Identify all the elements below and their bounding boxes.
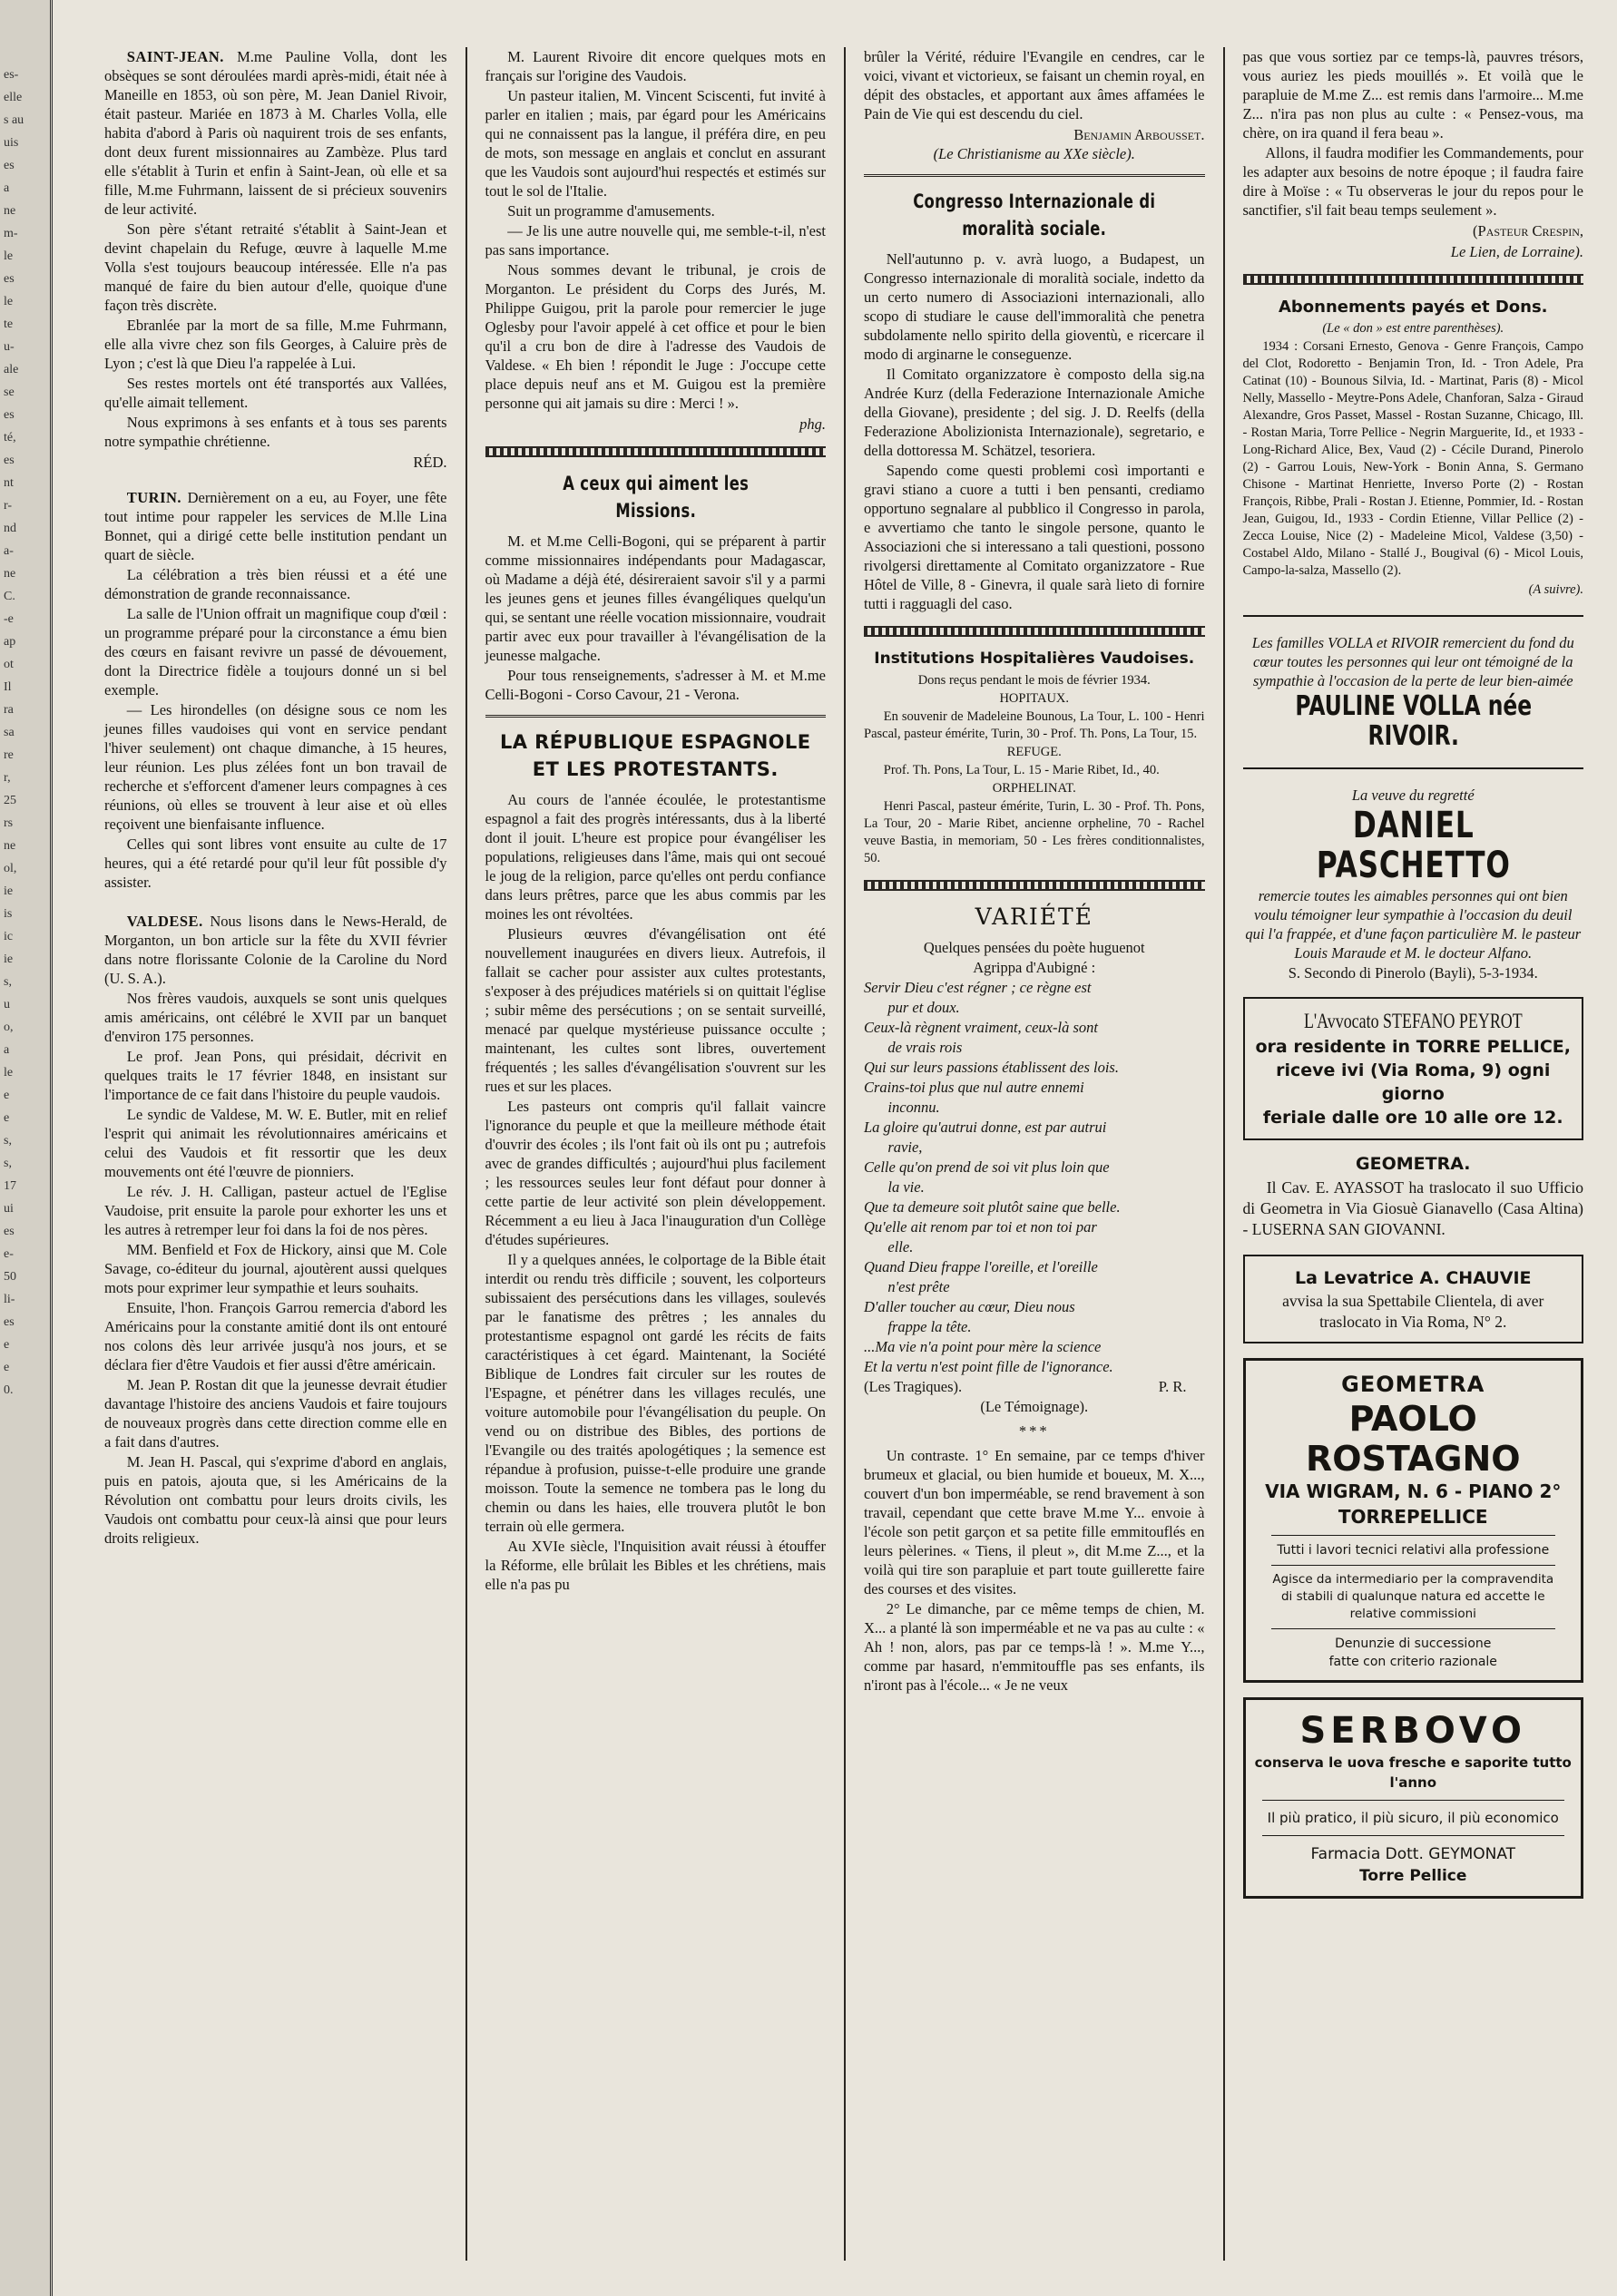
edge-fragment: uis bbox=[4, 136, 19, 150]
poem-line: Qui sur leurs passions établissent des lois. bbox=[864, 1059, 1119, 1076]
abonnements-subheading: (Le « don » est entre parenthèses). bbox=[1322, 321, 1504, 336]
edge-fragment: -e bbox=[4, 612, 14, 626]
paragraph: MM. Benfield et Fox de Hickory, ainsi que M. Cole Savage, co-éditeur du journal, ajoutèrent aussi quelques mots pour exprimer leur sympathie et leurs souhaits. bbox=[104, 1241, 447, 1296]
edge-fragment: li- bbox=[4, 1293, 15, 1306]
article-source: (Le Christianisme au XXe siècle). bbox=[933, 145, 1135, 162]
edge-fragment: u- bbox=[4, 340, 15, 354]
paragraph: brûler la Vérité, réduire l'Evangile en cendres, car le voici, vivant et victorieux, se faisant un chemin royal, en dépit des obstacles, et apportant aux âmes affamées le Pain de Vie qui est descendu du ciel. bbox=[864, 48, 1205, 122]
edge-fragment: r- bbox=[4, 499, 13, 513]
orphelinat-heading: ORPHELINAT. bbox=[992, 781, 1076, 796]
ad-serbovo bbox=[1243, 1697, 1584, 1899]
edge-fragment: e- bbox=[4, 1247, 14, 1261]
edge-fragment: s, bbox=[4, 1157, 12, 1170]
paragraph: Les pasteurs ont compris qu'il fallait vaincre l'ignorance du peuple et que la meilleure méthode était d'ouvrir des écoles ; ils l'ont fait où ils ont pu ; autrefois avec de grandes difficultés ; aujourd'hui plus facilement ; les ressources seules leur font défaut pour donner à cette partie de leur activité son plein développement. Récemment a eu lieu à Jaca l'inauguration d'un Collège d'études supérieures. bbox=[485, 1098, 826, 1248]
newspaper-page bbox=[86, 47, 1602, 2261]
valdese-paragraph: VALDESE. Nous lisons dans le News-Herald, de Morganton, un bon article sur la fête du XVII février dans notre florissante Colonie de la Caroline du Nord (U. S. A.). bbox=[104, 913, 447, 987]
ad-line: SERBOVO bbox=[1299, 1710, 1527, 1752]
separator-stars: *** bbox=[1018, 1422, 1050, 1440]
abonnements-list: 1934 : Corsani Ernesto, Genova - Genre François, Campo del Clot, Rodoretto - Benjamin Tron, Id. - Tron Adele, Pra Catinat (10) - Bounous Silvia, Id. - Martinat, Paris (8) - Micol Nelly, Massello - Meytre-Pons Adele, Chanforan, Salza - Giraud Alexandre, Gros Passet, Massel - Rostan Suzanne, Chicago, Ill. - Rostan Maria, Torre Pellice - Negrin Marguerite, Id., et 1933 - Long-Richard Alice, Bex, Vaud (2) - Cécile Durand, Pinerolo (2) - Garrou Louis, New-York - Bonin Anna, S. Germano Chisone - Martinat Henriette, Inverso Porte (2) - Rostan François, Ribbe, Prali - Rostan J. Etienne, Pommier, Id. - Rostan Jean, Guigou, Id., 1933 - Cordin Etienne, Villar Pellice (2) - Zecca Louise, Nice (2) - Madeleine Micol, Valdese (3,50) - Costabel Aldo, Milano - Stallé J., Bougival (6) - Micol Louis, Campo-la-salza, Massello (2). bbox=[1242, 339, 1583, 578]
ad-line: GEOMETRA bbox=[1341, 1372, 1485, 1397]
divider bbox=[864, 174, 1205, 177]
edge-fragment: o, bbox=[4, 1021, 14, 1034]
edge-fragment: nt bbox=[4, 476, 14, 490]
variete-intro: Quelques pensées du poète huguenot bbox=[923, 939, 1145, 956]
ad-line: fatte con criterio razionale bbox=[1328, 1655, 1497, 1669]
edge-fragment: ra bbox=[4, 703, 14, 717]
edge-fragment: 17 bbox=[4, 1179, 16, 1193]
poem-line: inconnu. bbox=[887, 1099, 940, 1116]
ad-line: feriale dalle ore 10 alle ore 12. bbox=[1262, 1108, 1563, 1128]
paragraph: Le syndic de Valdese, M. W. E. Butler, mit en relief l'esprit qui animait les révolutionnaires américains et celui des Vaudois et fit ressortir que les deux mouvements ont été l'œuvre de pionniers. bbox=[104, 1106, 447, 1180]
edge-fragment: elle bbox=[4, 91, 23, 104]
paragraph: La célébration a très bien réussi et a été une démonstration de grande reconnaissance. bbox=[104, 566, 447, 602]
abonnements-heading: Abonnements payés et Dons. bbox=[1278, 298, 1548, 317]
ad-line: L'Avvocato STEFANO PEYROT bbox=[1303, 1010, 1523, 1032]
edge-fragment: ui bbox=[4, 1202, 14, 1216]
ad-line: Denunzie di successione bbox=[1335, 1637, 1492, 1651]
edge-fragment: e bbox=[4, 1361, 10, 1374]
variete-heading: VARIÉTÉ bbox=[975, 904, 1093, 930]
paragraph: La salle de l'Union offrait un magnifique coup d'œil : un programme préparé pour la circonstance a ému bien des cœurs en faisant revivre un passé de dévouement, dont la Directrice fidèle a toujours donné un si bel exemple. bbox=[104, 605, 447, 699]
edge-fragment: es bbox=[4, 272, 15, 286]
ad-line: riceve ivi (Via Roma, 9) ogni giorno bbox=[1276, 1060, 1551, 1104]
ad-line: Il più pratico, il più sicuro, il più economico bbox=[1267, 1810, 1559, 1826]
widow-thanks-name: DANIEL PASCHETTO bbox=[1316, 805, 1511, 886]
edge-fragment: le bbox=[4, 1066, 14, 1080]
poem-line: elle. bbox=[887, 1238, 914, 1255]
poem-line: La gloire qu'autrui donne, est par autrui bbox=[864, 1119, 1107, 1136]
poem-source: (Le Témoignage). bbox=[980, 1398, 1089, 1415]
family-thanks: Les familles VOLLA et RIVOIR remercient du fond du cœur toutes les personnes qui leur ont témoigné de la sympathie à l'occasion de la perte de leur bien-aimée bbox=[1251, 634, 1574, 689]
ad-line: VIA WIGRAM, N. 6 - PIANO 2° bbox=[1265, 1480, 1562, 1502]
republique-heading-2: ET LES PROTESTANTS. bbox=[532, 758, 779, 780]
ornamental-divider bbox=[864, 626, 1205, 637]
ad-line: PAOLO ROSTAGNO bbox=[1305, 1399, 1521, 1479]
left-page-edge bbox=[0, 0, 53, 2296]
ad-line: conserva le uova fresche e saporite tutto l'anno bbox=[1254, 1754, 1572, 1791]
paragraph: Plusieurs œuvres d'évangélisation ont été nouvellement inaugurées en divers lieux. Autrefois, il fallait se cacher pour assister aux cultes protestants, s'exposer à des préjudices matériels si on quittait l'église ; subir même des persécutions ; on se sentait surveillé, menacé par quelque mystérieuse puissance occulte ; maintenant, les cultes sont libres, ouvertement fréquentés ; les salles d'évangélisation s'ouvrent sur les rues et sur les places. bbox=[485, 925, 826, 1095]
edge-fragment: re bbox=[4, 748, 14, 762]
edge-fragment: ic bbox=[4, 930, 14, 943]
edge-fragment: te bbox=[4, 318, 14, 331]
edge-fragment: m- bbox=[4, 227, 18, 240]
edge-fragment: C. bbox=[4, 590, 15, 603]
edge-fragment: sa bbox=[4, 726, 15, 739]
orphelinat-list: Henri Pascal, pasteur émérite, Turin, L. 30 - Prof. Th. Pons, La Tour, 20 - Marie Ribet, ancienne orpheline, 70 - Rachel veuve Bastia, in memoriam, 50 - Les frères conditionnalistes, 50. bbox=[864, 799, 1205, 865]
signature: phg. bbox=[799, 415, 826, 433]
poem-line: Crains-toi plus que nul autre ennemi bbox=[864, 1079, 1084, 1096]
article-source: Le Lien, de Lorraine). bbox=[1450, 243, 1583, 260]
edge-fragment: ale bbox=[4, 363, 19, 376]
paragraph: Nous sommes devant le tribunal, je crois de Morganton. Le président du Corps des Jurés, M. Philippe Guigou, prit la parole pour remercier le juge Oglesby pour l'avoir appelé à cet office et pour le bien qu'il a cru bon de dire à l'adresse des Vaudois de Valdese. « Eh bien ! répondit le Juge : J'occupe cette place depuis neuf ans et M. Guigou est la première personne qui ait jamais su dire : Merci ! ». bbox=[485, 261, 826, 412]
poem-line: n'est prête bbox=[887, 1278, 950, 1295]
ad-line: ora residente in TORRE PELLICE, bbox=[1255, 1037, 1571, 1057]
refuge-heading: REFUGE. bbox=[1006, 745, 1062, 759]
edge-fragment: es bbox=[4, 1225, 15, 1238]
poem bbox=[864, 978, 1205, 1376]
ad-line: avvisa la sua Spettabile Clientela, di aver traslocato in Via Roma, N° 2. bbox=[1282, 1292, 1544, 1331]
widow-thanks-intro: La veuve du regretté bbox=[1351, 787, 1475, 804]
paragraph: Nos frères vaudois, auxquels se sont unis quelques amis américains, ont célébré le XVII par un banquet d'environ 175 personnes. bbox=[104, 990, 447, 1045]
variete-intro: Agrippa d'Aubigné : bbox=[973, 959, 1096, 976]
paragraph: Ses restes mortels ont été transportés aux Vallées, qu'elle aimait tellement. bbox=[104, 375, 447, 411]
hopitaux-list: En souvenir de Madeleine Bounous, La Tour, L. 100 - Henri Pascal, pasteur émérite, Turin, 30 - Prof. Th. Pons, La Tour, 15. bbox=[864, 709, 1205, 741]
paragraph: M. Laurent Rivoire dit encore quelques mots en français sur l'origine des Vaudois. bbox=[485, 48, 826, 84]
congresso-heading: Congresso Internazionale di moralità sociale. bbox=[913, 191, 1156, 239]
poem-line: la vie. bbox=[887, 1178, 925, 1196]
paragraph: Nell'autunno p. v. avrà luogo, a Budapest, un Congresso internazionale di moralità sociale, indetto da un certo numero di Associazioni internazionali, allo scopo di studiare le cause dell'immoralità che penetra subdolamente nello spirito della gioventù, e ricercare il modo di arginarne le conseguenze. bbox=[864, 250, 1205, 363]
paragraph: Pour tous renseignements, s'adresser à M. et M.me Celli-Bogoni - Corso Cavour, 21 - Verona. bbox=[485, 667, 826, 703]
edge-fragment: Il bbox=[4, 680, 12, 694]
paragraph: Un pasteur italien, M. Vincent Sciscenti, fut invité à parler en italien ; mais, par égard pour les Américains qui ne connaissent pas la langue, il préféra dire, en peu de mots, son message en anglais et conclut en assurant que les Vaudois sont aujourd'hui respectés et estimés sur tout le sol de l'Italie. bbox=[485, 87, 826, 200]
ornamental-divider bbox=[864, 880, 1205, 891]
family-thanks-name: PAULINE VOLLA née RIVOIR. bbox=[1294, 690, 1532, 752]
poem-line: ravie, bbox=[887, 1138, 923, 1156]
poem-line: pur et doux. bbox=[887, 999, 960, 1016]
poem-line: Que ta demeure soit plutôt saine que belle. bbox=[864, 1198, 1121, 1216]
poem-line: Servir Dieu c'est régner ; ce règne est bbox=[864, 979, 1092, 996]
saint-jean-paragraph: SAINT-JEAN. M.me Pauline Volla, dont les obsèques se sont déroulées mardi après-midi, était née à Maneille en 1853, où son père, M. Jean Daniel Rivoir, était pasteur. Mariée en 1873 à M. Charles Volla, elle habita d'abord à Paris où naquirent trois de ses enfants, dont deux furent missionnaires au Zambèze. Plus tard elle s'établit à Turin et enfin à Saint-Jean, où elle et sa fille, M.me Fuhrmann, laissent de si précieux souvenirs de leur activité. bbox=[104, 48, 447, 218]
column-3 bbox=[844, 47, 1223, 2261]
edge-fragment: nd bbox=[4, 522, 16, 535]
paragraph: Le rév. J. H. Calligan, pasteur actuel de l'Eglise Vaudoise, prit ensuite la parole pour exhorter les uns et les autres à retremper leur foi dans la foi de nos pères. bbox=[104, 1183, 447, 1238]
poem-line: Celle qu'on prend de soi vit plus loin que bbox=[864, 1158, 1110, 1176]
edge-fragment: ap bbox=[4, 635, 16, 649]
edge-fragment: ne bbox=[4, 204, 16, 218]
ad-line: Tutti i lavori tecnici relativi alla professione bbox=[1277, 1543, 1550, 1558]
edge-fragment: se bbox=[4, 386, 15, 399]
a-suivre: (A suivre). bbox=[1528, 582, 1583, 597]
poem-line: Qu'elle ait renom par toi et non toi par bbox=[864, 1218, 1097, 1236]
missions-heading: A ceux qui aiment les Missions. bbox=[562, 473, 749, 522]
hopitaux-heading: HOPITAUX. bbox=[999, 691, 1070, 706]
paragraph: — Je lis une autre nouvelle qui, me semble-t-il, n'est pas sans importance. bbox=[485, 222, 826, 259]
edge-fragment: es bbox=[4, 1315, 15, 1329]
edge-fragment: es bbox=[4, 159, 15, 172]
edge-fragment: s au bbox=[4, 113, 24, 127]
paragraph: Le prof. Jean Pons, qui présidait, décrivit en quelques traits le 17 février 1848, en insistant sur l'importance de ce fait dans l'histoire du peuple vaudois. bbox=[104, 1048, 447, 1103]
edge-fragment: ne bbox=[4, 567, 16, 581]
poem-line: Ceux-là règnent vraiment, ceux-là sont bbox=[864, 1019, 1098, 1036]
edge-fragment: es- bbox=[4, 68, 19, 82]
geometra-text: Il Cav. E. AYASSOT ha traslocato il suo Ufficio di Geometra in Via Giosuè Gianavello (Casa Altina) - LUSERNA SAN GIOVANNI. bbox=[1242, 1178, 1583, 1238]
column-1 bbox=[86, 47, 466, 2261]
divider bbox=[485, 715, 827, 718]
paragraph: Ensuite, l'hon. François Garrou remercia d'abord les Américains pour la constante amitié dont ils ont entouré nos colons dès leur arrivée jusqu'à nos jours, et se déclara fier d'être Vaudois et fier aussi d'être américain. bbox=[104, 1299, 447, 1373]
edge-fragment: té, bbox=[4, 431, 16, 445]
paragraph: — Les hirondelles (on désigne sous ce nom les jeunes filles vaudoises qui vont en service pendant l'hiver seulement) ont chaque dimanche, à 15 heures, leur réunion. Les plus zélées font un bon travail de recherche et s'efforcent d'amener leurs compagnes à ces réunions, où elles se trouvent à leur aise et où elles reçoivent une bienfaisante influence. bbox=[104, 701, 447, 833]
institutions-intro: Dons reçus pendant le mois de février 1934. bbox=[917, 673, 1151, 688]
republique-heading-1: LA RÉPUBLIQUE ESPAGNOLE bbox=[500, 731, 811, 753]
edge-fragment: 50 bbox=[4, 1270, 16, 1284]
edge-fragment: e bbox=[4, 1089, 10, 1102]
edge-fragment: u bbox=[4, 998, 10, 1011]
divider bbox=[1243, 767, 1584, 769]
edge-fragment: e bbox=[4, 1338, 10, 1352]
edge-fragment: s, bbox=[4, 1134, 12, 1148]
institutions-heading: Institutions Hospitalières Vaudoises. bbox=[874, 650, 1195, 668]
ad-geometra-rostagno bbox=[1243, 1358, 1584, 1683]
column-4 bbox=[1223, 47, 1602, 2261]
edge-fragment: rs bbox=[4, 816, 14, 830]
turin-paragraph: TURIN. Dernièrement on a eu, au Foyer, une fête tout intime pour rappeler les services de M.lle Lina Bonnet, qui a dirigé cette belle institution pendant un quart de siècle. bbox=[104, 489, 447, 563]
poem-line: D'aller toucher au cœur, Dieu nous bbox=[864, 1298, 1075, 1315]
paragraph: Un contraste. 1° En semaine, par ce temps d'hiver brumeux et glacial, ou bien humide et boueux, M. X..., couvert d'un bon imperméable, se rend bravement à son travail, cependant que cette brave M.me Y... envoie à l'école son petit garçon et sa petite fille emmitouflés en leurs pèlerines. « Tiens, il pleut », dit M.me Z..., et la voilà qui tire son parapluie et part toute guillerette faire des courses et des visites. bbox=[864, 1447, 1205, 1597]
ad-line: TORREPELLICE bbox=[1338, 1506, 1488, 1528]
paragraph: Au XVIe siècle, l'Inquisition avait réussi à étouffer la Réforme, elle brûlait les Bibles et les chrétiens, mais elle n'a pas pu bbox=[485, 1538, 826, 1593]
edge-fragment: 25 bbox=[4, 794, 16, 807]
paragraph: Sapendo come questi problemi così importanti e gravi stiano a cuore a tutti i ben pensanti, crediamo opportuno segnalare al pubblico il Congresso in parola, e avvertiamo che tanto le singole persone, quanto le Associazioni che si interessano a tali questioni, possono rivolgersi direttamente al Comitato organizzatore - Rue Hôtel de Ville, 8 - Ginevra, il quale sarà lieto di fornire tutti i ragguagli del caso. bbox=[864, 462, 1205, 612]
poem-line: ...Ma vie n'a point pour mère la science bbox=[864, 1338, 1102, 1355]
edge-fragment: le bbox=[4, 249, 14, 263]
paragraph: Suit un programme d'amusements. bbox=[507, 202, 715, 220]
ad-avvocato-peyrot bbox=[1243, 997, 1584, 1140]
ad-line: Farmacia Dott. GEYMONAT bbox=[1310, 1845, 1516, 1863]
edge-fragment: s, bbox=[4, 975, 12, 989]
paragraph: Au cours de l'année écoulée, le protestantisme espagnol a fait des progrès intéressants, dus à la liberté dont il jouit. L'heure est propice pour évangéliser les populations, religieuses dans l'âme, mais qui ont secoué le joug de la religion, parce qu'elles ont perdu confiance dans leurs prêtres, parce que les abus commis par les moines les ont révoltées. bbox=[485, 791, 826, 923]
paragraph: Ebranlée par la mort de sa fille, M.me Fuhrmann, elle alla vivre chez son fils Georges, à Caluire près de Lyon ; c'est là que Dieu l'a rappelée à Lui. bbox=[104, 317, 447, 372]
ad-line: Torre Pellice bbox=[1359, 1867, 1467, 1885]
column-2 bbox=[466, 47, 845, 2261]
poem-source: (Les Tragiques). P. R. bbox=[864, 1378, 1187, 1395]
poem-line: Quand Dieu frappe l'oreille, et l'oreille bbox=[864, 1258, 1098, 1275]
widow-thanks-place: S. Secondo di Pinerolo (Bayli), 5-3-1934. bbox=[1288, 964, 1538, 982]
paragraph: Il y a quelques années, le colportage de la Bible était interdit ou rendu très difficile ; souvent, les colporteurs subissaient des persécutions dans les villages, soulevés par le fanatisme des prêtres ; les annales du protestantisme espagnol ont gardé les récits de faits caractéristiques à cet égard. Maintenant, la Société Biblique de Londres fait circuler sur les routes de l'Espagne, et pénétrer dans les villages reculés, une voiture automobile pour l'évangélisation du peuple. On vend ou on distribue des Bibles, des portions de l'Evangile ou des traités apologétiques ; la semence est répandue à profusion, puisse-t-elle produire une grande moisson. Toute la semence ne tombera pas le long du chemin ou dans les haies, elle trouvera plutôt le bon terrain où elle germera. bbox=[485, 1251, 826, 1535]
geometra-heading: GEOMETRA. bbox=[1356, 1154, 1471, 1174]
edge-fragment: e bbox=[4, 1111, 10, 1125]
paragraph: Il Comitato organizzatore è composto della sig.na Andrée Kurz (della Federazione Internazionale Amiche della Giovane), presidente ; del sig. J. D. Reelfs (della Federazione Abolizionista Internazionale), segretario, e della dottoressa M. Schätzel, tesoriera. bbox=[864, 366, 1205, 459]
edge-fragment: a bbox=[4, 1043, 10, 1057]
paragraph: Celles qui sont libres vont ensuite au culte de 17 heures, qui a été retardé pour qu'il leur fût possible d'y assister. bbox=[104, 835, 447, 891]
poem-line: de vrais rois bbox=[887, 1039, 963, 1056]
edge-fragment: ol, bbox=[4, 862, 17, 875]
paragraph: pas que vous sortiez par ce temps-là, pauvres trésors, vous auriez les pieds mouillés ». Et voilà que le parapluie de M.me Z... est remis dans l'armoire... M.me Z... n'ira pas non plus au culte : « Pensez-vous, ma chère, on ira quand il fera beau ». bbox=[1242, 48, 1583, 142]
edge-fragment: a bbox=[4, 181, 10, 195]
paragraph: 2° Le dimanche, par ce même temps de chien, M. X... a planté là son imperméable et ne va pas au culte : « Ah ! non, alors, pas par ce temps-là ! ». M.me Y..., comme par hasard, n'emmitouffle pas ses enfants, ils n'iront pas à l'école... « Je ne veux bbox=[864, 1600, 1205, 1694]
edge-fragment: ne bbox=[4, 839, 16, 853]
paragraph: Son père s'étant retraité s'établit à Saint-Jean et devint chapelain du Refuge, œuvre à laquelle M.me Volla s'est toujours beaucoup intéressée. Elle n'a pas manqué de faire du bien autour d'elle, quoique d'une façon très discrète. bbox=[104, 220, 447, 314]
author-signature: Benjamin Arbousset. bbox=[1073, 126, 1205, 143]
ad-line: La Levatrice A. CHAUVIE bbox=[1294, 1268, 1532, 1288]
paragraph: Allons, il faudra modifier les Commandements, pour les adapter aux besoins de notre époque ; il faudra faire dire à Moïse : « Tu observeras le jour du repos pour le sanctifier, s'il fait beau temps seulement ». bbox=[1242, 144, 1583, 219]
edge-fragment: ot bbox=[4, 658, 14, 671]
paragraph: M. Jean P. Rostan dit que la jeunesse devrait étudier davantage l'histoire des anciens Vaudois et faire toujours de nouveaux progrès dans cette direction comme elle en a fait dans d'autres. bbox=[104, 1376, 447, 1451]
paragraph: Nous exprimons à ses enfants et à tous ses parents notre sympathie chrétienne. bbox=[104, 414, 447, 450]
edge-fragment: r, bbox=[4, 771, 11, 785]
refuge-list: Prof. Th. Pons, La Tour, L. 15 - Marie Ribet, Id., 40. bbox=[883, 763, 1160, 777]
paragraph: M. et M.me Celli-Bogoni, qui se préparent à partir comme missionnaires indépendants pour Madagascar, où Madame a déjà été, désireraient savoir s'il y a parmi les jeunes gens et jeunes filles évangéliques quelqu'un qui, se sentant une réelle vocation missionnaire, voudrait partir avec eux pour travailler à l'évangélisation de la jeunesse malgache. bbox=[485, 532, 826, 664]
ad-levatrice bbox=[1243, 1255, 1584, 1343]
paragraph: M. Jean H. Pascal, qui s'exprime d'abord en anglais, puis en patois, ajouta que, si les Américains de la Révolution ont combattu pour leurs droits civils, les Vaudois ont combattu pour ceux-là ainsi que pour leurs droits religieux. bbox=[104, 1453, 447, 1547]
edge-fragment: le bbox=[4, 295, 14, 308]
ornamental-divider bbox=[1243, 274, 1584, 285]
edge-fragment: a- bbox=[4, 544, 14, 558]
edge-fragment: es bbox=[4, 408, 15, 422]
edge-fragment: es bbox=[4, 454, 15, 467]
ornamental-divider bbox=[485, 446, 827, 457]
poem-line: Et la vertu n'est point fille de l'ignorance. bbox=[864, 1358, 1113, 1375]
author-signature: (Pasteur Crespin, bbox=[1473, 222, 1583, 239]
edge-fragment: is bbox=[4, 907, 13, 921]
poem-line: frappe la tête. bbox=[887, 1318, 972, 1335]
widow-thanks-body: remercie toutes les aimables personnes qui ont bien voulu témoigner leur sympathie à l'occasion du deuil qui l'a frappée, et d'une façon particulière M. le pasteur Louis Maraude et M. le docteur Alfano. bbox=[1245, 887, 1582, 962]
edge-fragment: 0. bbox=[4, 1383, 14, 1397]
edge-fragment: ie bbox=[4, 953, 14, 966]
divider bbox=[1243, 615, 1584, 617]
ad-line: Agisce da intermediario per la compravendita di stabili di qualunque natura ed accette le relative commissioni bbox=[1272, 1572, 1554, 1621]
signature: RÉD. bbox=[413, 454, 447, 471]
edge-fragment: ie bbox=[4, 884, 14, 898]
